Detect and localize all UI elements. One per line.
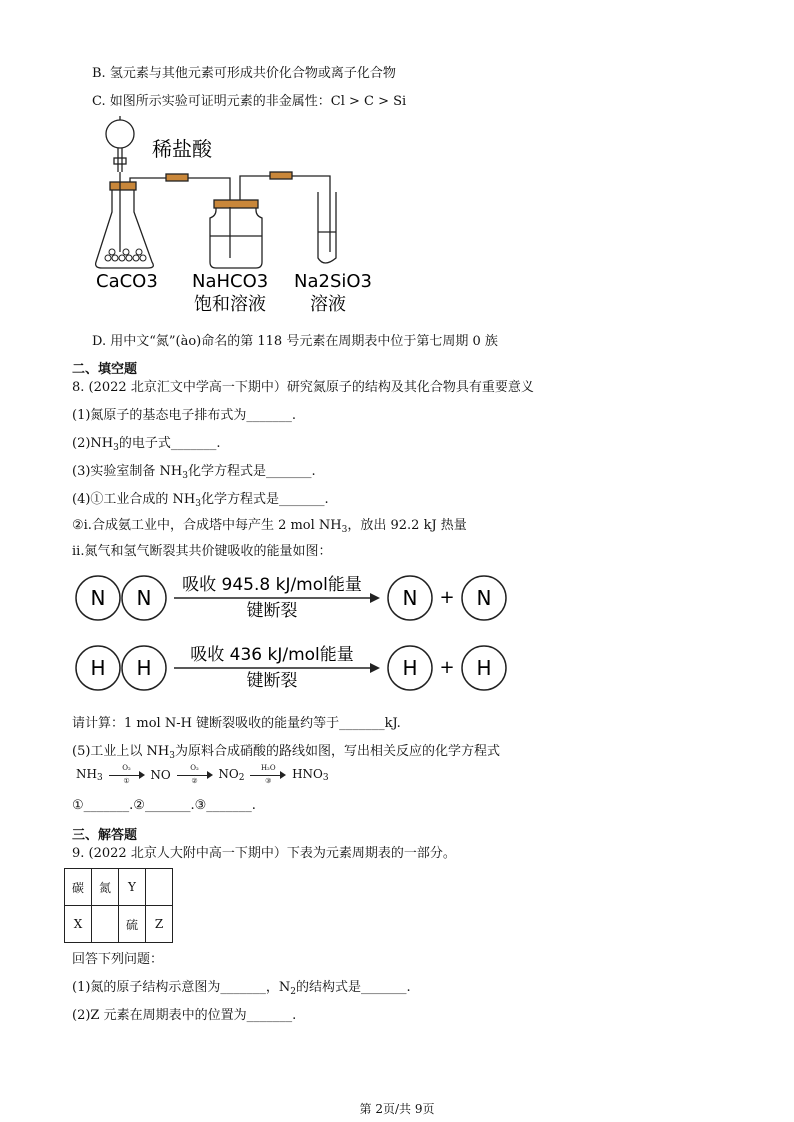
q9-part-2: (2)Z 元素在周期表中的位置为_______. [72,1008,297,1023]
plus-sign: + [439,657,455,678]
q8-part-5: (5)工业上以 $NH_3$为原料合成硝酸的路线如图，写出相关反应的化学方程式 [72,744,501,761]
section-title-fill: 二、填空题 [72,362,138,377]
table-cell [146,869,173,906]
table-cell: Y [119,869,146,906]
route-arrow: H₂O ③ [250,768,286,782]
section-title-answer: 三、解答题 [72,828,138,843]
tube-label-1: Na2SiO3 [294,271,372,292]
apparatus-diagram [90,112,390,322]
route-arrow: O₂ ② [177,768,213,782]
atom-label: N [402,586,418,610]
q8-blanks: ①_______.②_______.③_______. [72,798,256,813]
q8-part-3: (3)实验室制备 $NH_3$化学方程式是_______. [72,464,316,481]
atom-label: H [136,656,152,680]
q8-part-2: $(2)NH_3$的电子式_______. [72,436,221,453]
option-c: C. 如图所示实验可证明元素的非金属性：Cl > C > Si [92,94,407,109]
bond-break-label: 键断裂 [246,601,298,621]
plus-sign: + [439,587,455,608]
separatory-funnel [106,120,134,148]
energy-label: 吸收 436 kJ/mol能量 [190,645,354,665]
table-cell: X [65,906,92,943]
q8-part-4-ii: ii.氮气和氢气断裂其共价键吸收的能量如图： [72,544,332,559]
page-footer: 第 2页/共 9页 [359,1102,435,1116]
nitric-acid-route: $NH_3$ O₂ ① NO O₂ ② $NO_2$ H₂O ③ $HNO_3$ [76,763,329,785]
atom-label: H [402,656,418,680]
question-8-stem: 8. (2022 北京汇文中学高一下期中）研究氮原子的结构及其化合物具有重要意义 [72,380,534,395]
table-cell: 氮 [92,869,119,906]
q8-part-1: (1)氮原子的基态电子排布式为_______. [72,408,297,423]
periodic-table-fragment [64,868,173,943]
question-9-stem: 9. (2022 北京人大附中高一下期中）下表为元素周期表的一部分。 [72,846,456,861]
q9-intro: 回答下列问题： [72,952,164,967]
bond-break-label: 键断裂 [246,671,298,691]
bottle-label-2: 饱和溶液 [194,294,266,315]
flask-label: CaCO3 [96,271,158,292]
atom-label: H [90,656,106,680]
q8-calc: 请计算：1 mol N-H 键断裂吸收的能量约等于_______kJ. [72,716,401,731]
atom-label: H [476,656,492,680]
atom-label: N [476,586,492,610]
option-d: D. 用中文“氮”(ào)命名的第 118 号元素在周期表中位于第七周期 0 族 [92,334,498,349]
atom-label: N [90,586,106,610]
option-b: B. 氢元素与其他元素可形成共价化合物或离子化合物 [92,66,396,81]
bond-energy-diagram [70,568,520,698]
table-cell: 硫 [119,906,146,943]
table-cell: 碳 [65,869,92,906]
q8-part-4: (4)①工业合成的 $NH_3$化学方程式是_______. [72,492,329,509]
q9-part-1: (1)氮的原子结构示意图为_______，$N_2$的结构式是_______. [72,980,411,997]
table-cell: Z [146,906,173,943]
tube-label-2: 溶液 [310,294,346,315]
test-tube [318,192,336,263]
acid-label: 稀盐酸 [152,137,212,161]
route-arrow: O₂ ① [109,768,145,782]
q8-part-4-i: ②i.合成氨工业中，合成塔中每产生 2 mol $NH_3$，放出 92.2 kJ 热量 [72,518,467,535]
energy-label: 吸收 945.8 kJ/mol能量 [182,575,362,595]
atom-label: N [136,586,152,610]
table-cell [92,906,119,943]
bottle-label-1: NaHCO3 [192,271,269,292]
